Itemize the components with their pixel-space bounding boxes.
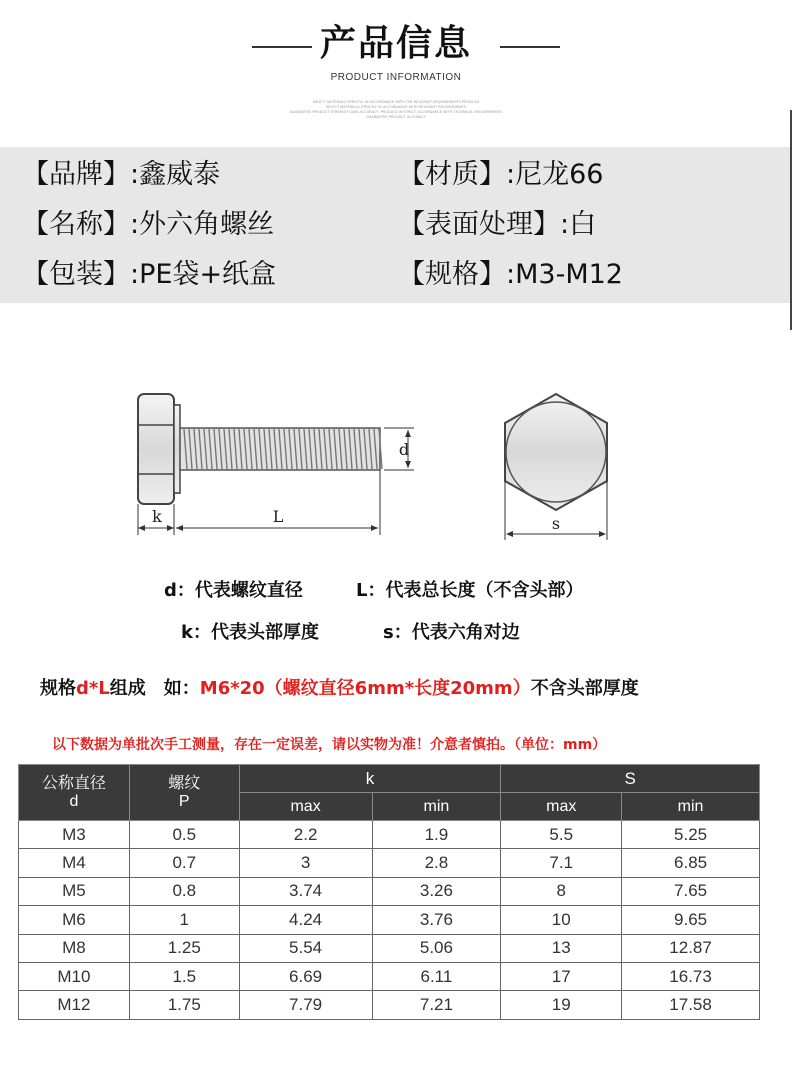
cell-s-max: 19 bbox=[501, 991, 622, 1019]
fine-print-line: SELECT MATERIALS STRICTLY IN ACCORDANCE WITH RELEVANT REQUIREMENTS bbox=[325, 105, 467, 109]
label-k: k bbox=[152, 507, 162, 526]
cell-s-max: 7.1 bbox=[501, 849, 622, 877]
col-pitch-label: 螺纹 bbox=[168, 774, 201, 792]
cell-s-min: 5.25 bbox=[622, 821, 760, 849]
spec-explanation bbox=[40, 674, 639, 700]
cell-k-min: 3.26 bbox=[372, 877, 501, 905]
page-subtitle: PRODUCT INFORMATION bbox=[330, 72, 462, 83]
cell-k-max: 4.24 bbox=[239, 906, 372, 934]
cell-s-min: 7.65 bbox=[622, 877, 760, 905]
col-s-max: max bbox=[501, 793, 622, 821]
info-spec: 【规格】:M3-M12 bbox=[398, 259, 623, 290]
cell-d: M10 bbox=[19, 962, 130, 990]
hex-head bbox=[505, 394, 607, 510]
info-name: 【名称】:外六角螺丝 bbox=[22, 209, 275, 240]
col-nominal-diameter bbox=[19, 765, 130, 821]
spec-prefix: 规格 bbox=[40, 678, 76, 699]
cell-s-max: 17 bbox=[501, 962, 622, 990]
cell-k-min: 6.11 bbox=[372, 962, 501, 990]
info-material: 【材质】:尼龙66 bbox=[398, 159, 604, 190]
table-row bbox=[19, 906, 760, 934]
header-rule-left bbox=[252, 46, 312, 48]
col-k-max: max bbox=[239, 793, 372, 821]
cell-k-min: 5.06 bbox=[372, 934, 501, 962]
cell-k-max: 3.74 bbox=[239, 877, 372, 905]
product-info-panel bbox=[0, 147, 792, 303]
header-rule-right bbox=[500, 46, 560, 48]
spec-example-label: 组成 如： bbox=[109, 678, 200, 699]
col-k-min: min bbox=[372, 793, 501, 821]
legend-d: d：代表螺纹直径 bbox=[164, 580, 303, 601]
legend-s: s：代表六角对边 bbox=[383, 622, 520, 643]
fine-print-line: GUARANTEE PRODUCT ACCURACY bbox=[366, 115, 426, 119]
cell-k-max: 6.69 bbox=[239, 962, 372, 990]
cell-k-min: 2.8 bbox=[372, 849, 501, 877]
table-row bbox=[19, 877, 760, 905]
bolt-side-view bbox=[138, 394, 382, 504]
info-row bbox=[0, 250, 792, 300]
cell-d: M6 bbox=[19, 906, 130, 934]
cell-s-min: 9.65 bbox=[622, 906, 760, 934]
dimension-table bbox=[18, 764, 760, 1020]
col-nominal-symbol: d bbox=[69, 792, 79, 810]
col-nominal-label: 公称直径 bbox=[41, 774, 106, 792]
cell-p: 1.25 bbox=[129, 934, 239, 962]
table-row bbox=[19, 934, 760, 962]
bolt-top-view bbox=[505, 394, 607, 510]
cell-k-min: 3.76 bbox=[372, 906, 501, 934]
cell-d: M5 bbox=[19, 877, 130, 905]
cell-s-max: 5.5 bbox=[501, 821, 622, 849]
cell-p: 0.8 bbox=[129, 877, 239, 905]
col-group-k: k bbox=[239, 765, 501, 793]
page-title: 产品信息 bbox=[319, 23, 472, 64]
cell-k-max: 7.79 bbox=[239, 991, 372, 1019]
table-row bbox=[19, 849, 760, 877]
info-row bbox=[0, 200, 792, 250]
label-L: L bbox=[272, 507, 284, 526]
fine-print-line: GUARANTEE PRODUCT STRENGTH AND ACCURACY, PRODUCE IN STRICT ACCORDANCE WITH TECHNICAL REQUIREMENTS bbox=[289, 110, 503, 114]
info-packing: 【包装】:PE袋+纸盒 bbox=[22, 259, 277, 290]
bolt-head bbox=[138, 394, 174, 504]
cell-s-max: 10 bbox=[501, 906, 622, 934]
cell-s-min: 17.58 bbox=[622, 991, 760, 1019]
bolt-dimension-diagram bbox=[0, 370, 792, 550]
cell-d: M3 bbox=[19, 821, 130, 849]
table-row bbox=[19, 962, 760, 990]
legend-k: k：代表头部厚度 bbox=[181, 622, 319, 643]
cell-p: 0.5 bbox=[129, 821, 239, 849]
cell-k-min: 7.21 bbox=[372, 991, 501, 1019]
col-s-min: min bbox=[622, 793, 760, 821]
info-row bbox=[0, 150, 792, 200]
cell-k-max: 2.2 bbox=[239, 821, 372, 849]
info-brand: 【品牌】:鑫威泰 bbox=[22, 159, 221, 190]
cell-p: 1.75 bbox=[129, 991, 239, 1019]
cell-s-min: 6.85 bbox=[622, 849, 760, 877]
col-pitch-symbol: P bbox=[178, 792, 190, 810]
cell-s-min: 12.87 bbox=[622, 934, 760, 962]
cell-p: 1.5 bbox=[129, 962, 239, 990]
measurement-notice: 以下数据为单批次手工测量，存在一定误差，请以实物为准！介意者慎拍。（单位：mm） bbox=[52, 737, 607, 753]
info-surface: 【表面处理】:白 bbox=[398, 209, 597, 240]
col-pitch bbox=[129, 765, 239, 821]
cell-d: M4 bbox=[19, 849, 130, 877]
cell-d: M12 bbox=[19, 991, 130, 1019]
cell-s-min: 16.73 bbox=[622, 962, 760, 990]
cell-p: 0.7 bbox=[129, 849, 239, 877]
table-row bbox=[19, 821, 760, 849]
fine-print-line: SELECT MATERIALS STRICTLY IN ACCORDANCE WITH THE RELEVANT REQUIREMENTS PRODUCE bbox=[312, 100, 480, 104]
cell-p: 1 bbox=[129, 906, 239, 934]
cell-k-max: 5.54 bbox=[239, 934, 372, 962]
section-header bbox=[0, 18, 792, 83]
cell-d: M8 bbox=[19, 934, 130, 962]
cell-s-max: 8 bbox=[501, 877, 622, 905]
table-row bbox=[19, 991, 760, 1019]
cell-s-max: 13 bbox=[501, 934, 622, 962]
spec-example: M6*20（螺纹直径6mm*长度20mm） bbox=[199, 678, 531, 699]
col-group-s: S bbox=[501, 765, 760, 793]
spec-note: 不含头部厚度 bbox=[530, 678, 639, 699]
label-d: d bbox=[398, 440, 410, 459]
cell-k-max: 3 bbox=[239, 849, 372, 877]
cell-k-min: 1.9 bbox=[372, 821, 501, 849]
spec-formula: d*L bbox=[76, 678, 110, 699]
legend-L: L：代表总长度（不含头部） bbox=[356, 580, 584, 601]
label-s: s bbox=[551, 514, 561, 533]
fine-print bbox=[0, 100, 792, 120]
